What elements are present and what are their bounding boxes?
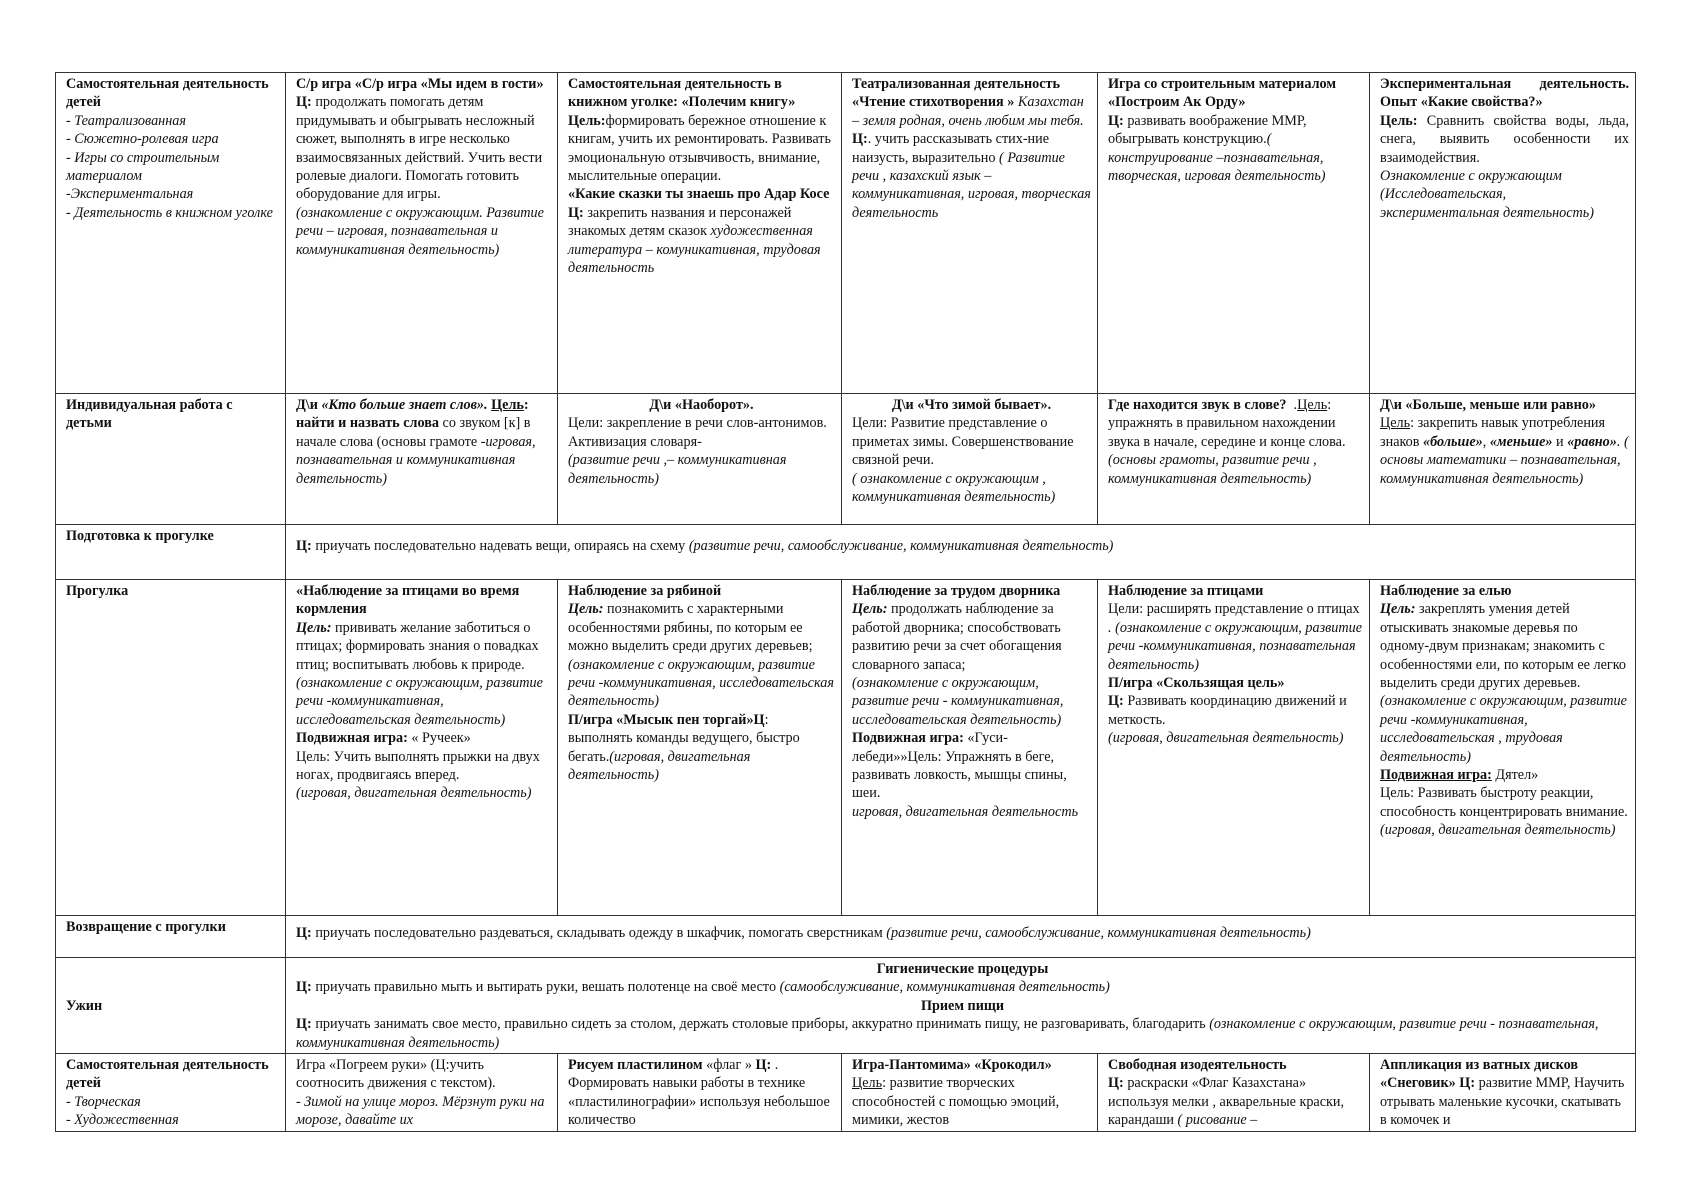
cell-applique: Аппликация из ватных дисков «Снеговик» Ц: развитие ММР, Научить отрывать маленькие кусочки, скатывать в комочек и: [1370, 1054, 1636, 1132]
row-label-return: Возвращение с прогулки: [56, 916, 286, 958]
activity-type: - Деятельность в книжном уголке: [66, 204, 273, 221]
cell-warm-hands: Игра «Погреем руки» (Ц:учить соотносить движения с текстом). - Зимой на улице мороз. Мёрзнут руки на морозе, давайте их: [286, 1054, 558, 1132]
cell-spruce: Наблюдение за елью Цель: закреплять умения детей отыскивать знакомые деревья по одному-двум признакам; знакомить с особенностями ели, по которым ее легко выделить среди других деревьев. (ознакомление с окружающим, развитие речи -коммуникативная, исследовательская , трудовая деятельность) Подвижная игра: Дятел» Цель: Развивать быстроту реакции, способность концентрировать внимание. (игровая, двигательная деятельность): [1370, 580, 1636, 916]
cell-plasticine: Рисуем пластилином «флаг » Ц: . Формировать навыки работы в технике «пластилинографии» используя небольшое количество: [558, 1054, 842, 1132]
row-independent-activity-evening: [56, 1054, 1636, 1132]
cell-dinner: Гигиенические процедуры Ц: приучать правильно мыть и вытирать руки, вешать полотенце на своё место (самообслуживание, коммуникативная деятельность) Прием пищи Ц: приучать занимать свое место, правильно сидеть за столом, держать столовые приборы, аккуратно принимать пищу, не разговаривать, благодарить (ознакомление с окружающим, развитие речи - познавательная, коммуникативная деятельность): [286, 958, 1636, 1054]
activity-type: - Игры со строительным материалом: [66, 149, 220, 185]
row-label-individual: Индивидуальная работа с детьми: [56, 394, 286, 525]
cell-winter: Д\и «Что зимой бывает». Цели: Развитие представление о приметах зимы. Совершенствование связной речи. ( ознакомление с окружающим , коммуникативная деятельность): [842, 394, 1098, 525]
activity-type: - Сюжетно-ролевая игра: [66, 131, 219, 148]
cell-birds: Наблюдение за птицами Цели: расширять представление о птицах . (ознакомление с окружающим, развитие речи -коммуникативная, познавательная деятельность) П/игра «Скользящая цель» Ц: Развивать координацию движений и меткость. (игровая, двигательная деятельность): [1098, 580, 1370, 916]
activity-type: - Творческая: [66, 1093, 141, 1110]
row-label-dinner: Ужин: [56, 958, 286, 1054]
row-return: [56, 916, 1636, 958]
row-label-independent-evening: Самостоятельная деятельность детей - Творческая - Художественная: [56, 1054, 286, 1132]
cell-sound-position: Где находится звук в слове? .Цель: упражнять в правильном нахождении звука в начале, середине и конце слова. (основы грамоты, развитие речи , коммуникативная деятельность): [1098, 394, 1370, 525]
cell-pantomime: Игра-Пантомима» «Крокодил» Цель: развитие творческих способностей с помощью эмоций, мимики, жестов: [842, 1054, 1098, 1132]
activity-type: - Художественная: [66, 1112, 179, 1129]
cell-free-drawing: Свободная изодеятельность Ц: раскраски «Флаг Казахстана» используя мелки , акварельные краски, карандаши ( рисование –: [1098, 1054, 1370, 1132]
cell-book-corner: Самостоятельная деятельность в книжном уголке: «Полечим книгу» Цель:формировать бережное отношение к книгам, учить их ремонтировать. Развивать эмоциональную отзывчивость, внимание, мыслительные операции. «Какие сказки ты знаешь про Адар Косе Ц: закрепить названия и персонажей знакомых детям сказок художественная литература – комуникативная, трудовая деятельность: [558, 73, 842, 394]
row-dinner: [56, 958, 1636, 1054]
activity-type: -Экспериментальная: [66, 186, 194, 203]
plan-table: [55, 72, 1636, 1132]
row-label-walk: Прогулка: [56, 580, 286, 916]
cell-more-less: Д\и «Больше, меньше или равно» Цель: закрепить навык употребления знаков «больше», «меньше» и «равно». ( основы математики – познавательная, коммуникативная деятельность): [1370, 394, 1636, 525]
cell-experiment: Экспериментальная деятельность. Опыт «Какие свойства?» Цель: Сравнить свойства воды, льда, снега, выявить особенности их взаимодействия. Ознакомление с окружающим (Исследовательская, экспериментальная деятельность): [1370, 73, 1636, 394]
row-walk: [56, 580, 1636, 916]
row-individual-work: [56, 394, 1636, 525]
cell-role-play: С/р игра «С/р игра «Мы идем в гости» Ц: продолжать помогать детям придумывать и обыгрывать несложный сюжет, выполнять в игре несколько взаимосвязанных действий. Учить вести ролевые диалоги. Помогать готовить оборудование для игры. (ознакомление с окружающим. Развитие речи – игровая, познавательная и коммуникативная деятельность): [286, 73, 558, 394]
cell-prep: Ц: приучать последовательно надевать вещи, опираясь на схему (развитие речи, самообслуживание, коммуникативная деятельность): [286, 525, 1636, 580]
cell-birds-feeding: «Наблюдение за птицами во время кормления Цель: прививать желание заботиться о птицах; формировать знания о повадках птиц; воспитывать любовь к природе. (ознакомление с окружающим, развитие речи -коммуникативная, исследовательская деятельность) Подвижная игра: « Ручеек» Цель: Учить выполнять прыжки на двух ногах, продвигаясь вперед. (игровая, двигательная деятельность): [286, 580, 558, 916]
cell-janitor: Наблюдение за трудом дворника Цель: продолжать наблюдение за работой дворника; способствовать развитию речи за счет обогащения словарного запаса; (ознакомление с окружающим, развитие речи - коммуникативная, исследовательская деятельность) Подвижная игра: «Гуси-лебеди»»Цель: Упражнять в беге, развивать ловкость, мышцы спины, шеи. игровая, двигательная деятельность: [842, 580, 1098, 916]
activity-type: - Театрализованная: [66, 112, 186, 129]
cell-theatre: Театрализованная деятельность «Чтение стихотворения » Казахстан – земля родная, очень любим мы тебя. Ц:. учить рассказывать стих-ние наизусть, выразительно ( Развитие речи , казахский язык – коммуникативная, игровая, творческая деятельность: [842, 73, 1098, 394]
row-independent-activity: [56, 73, 1636, 394]
cell-rowan: Наблюдение за рябиной Цель: познакомить с характерными особенностями рябины, по которым ее можно выделить среди других деревьев; (ознакомление с окружающим, развитие речи -коммуникативная, исследовательская деятельность) П/игра «Мысык пен торгай»Ц: выполнять команды ведущего, быстро бегать.(игровая, двигательная деятельность): [558, 580, 842, 916]
cell-who-knows-more: Д\и «Кто больше знает слов». Цель: найти и назвать слова со звуком [к] в начале слова (основы грамоте -игровая, познавательная и коммуникативная деятельность): [286, 394, 558, 525]
row-label-prep: Подготовка к прогулке: [56, 525, 286, 580]
cell-opposite: Д\и «Наоборот». Цели: закрепление в речи слов-антонимов. Активизация словаря- (развитие речи ,– коммуникативная деятельность): [558, 394, 842, 525]
cell-return: Ц: приучать последовательно раздеваться, складывать одежду в шкафчик, помогать сверстникам (развитие речи, самообслуживание, коммуникативная деятельность): [286, 916, 1636, 958]
cell-construction: Игра со строительным материалом «Построим Ак Орду» Ц: развивать воображение ММР, обыгрывать конструкцию.( конструирование –познавательная, творческая, игровая деятельность): [1098, 73, 1370, 394]
row-walk-prep: [56, 525, 1636, 580]
row-label-independent: Самостоятельная деятельность детей - Театрализованная - Сюжетно-ролевая игра - Игры со строительным материалом -Экспериментальная - Деятельность в книжном уголке: [56, 73, 286, 394]
